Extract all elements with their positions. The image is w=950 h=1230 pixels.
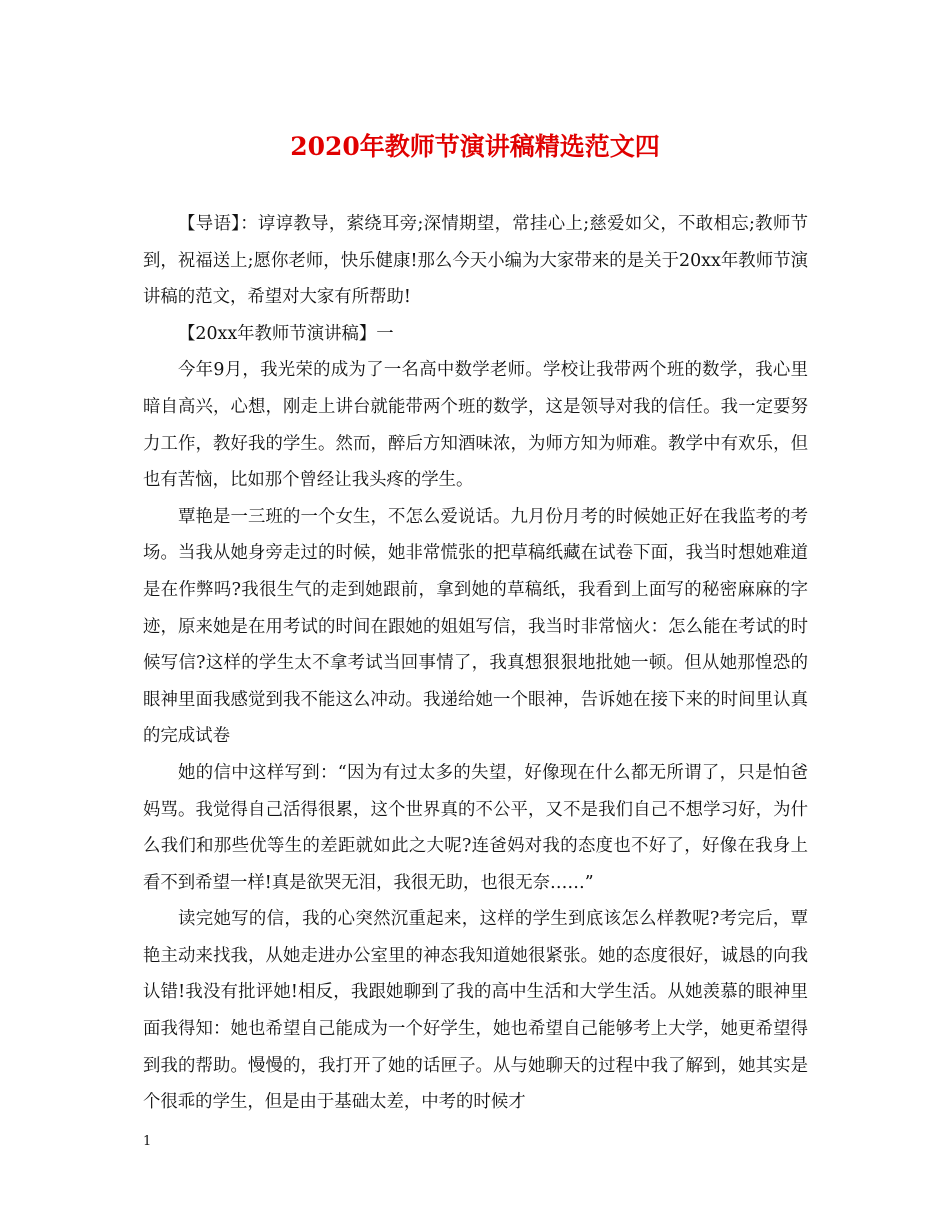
page-number: 1 xyxy=(143,1134,152,1149)
paragraph: 覃艳是一三班的一个女生，不怎么爱说话。九月份月考的时候她正好在我监考的考场。当我从她身旁走过的时候，她非常慌张的把草稿纸藏在试卷下面，我当时想她难道是在作弊吗?我很生气的走到她跟前，拿到她的草稿纸，我看到上面写的秘密麻麻的字迹，原来她是在用考试的时间在跟她的姐姐写信，我当时非常恼火：怎么能在考试的时候写信?这样的学生太不拿考试当回事情了，我真想狠狠地批她一顿。但从她那惶恐的眼神里面我感觉到我不能这么冲动。我递给她一个眼神，告诉她在接下来的时间里认真的完成试卷 xyxy=(143,506,808,747)
paragraph: 今年9月，我光荣的成为了一名高中数学老师。学校让我带两个班的数学，我心里暗自高兴，心想，刚走上讲台就能带两个班的数学，这是领导对我的信任。我一定要努力工作，教好我的学生。然而，醉后方知酒味浓，为师方知为师难。教学中有欢乐，但也有苦恼，比如那个曾经让我头疼的学生。 xyxy=(143,360,808,491)
document-body xyxy=(143,206,808,1121)
paragraph: 她的信中这样写到：“因为有过太多的失望，好像现在什么都无所谓了，只是怕爸妈骂。我觉得自己活得很累，这个世界真的不公平，又不是我们自己不想学习好，为什么我们和那些优等生的差距就如此之大呢?连爸妈对我的态度也不好了，好像在我身上看不到希望一样!真是欲哭无泪，我很无助，也很无奈……” xyxy=(143,762,808,893)
section-heading: 【20xx年教师节演讲稿】一 xyxy=(178,323,394,344)
document-title: 2020年教师节演讲稿精选范文四 xyxy=(290,132,660,161)
paragraph: 读完她写的信，我的心突然沉重起来，这样的学生到底该怎么样教呢?考完后，覃艳主动来找我，从她走进办公室里的神态我知道她很紧张。她的态度很好，诚恳的向我认错!我没有批评她!相反，我跟她聊到了我的高中生活和大学生活。从她羡慕的眼神里面我得知：她也希望自己能成为一个好学生，她也希望自己能够考上大学，她更希望得到我的帮助。慢慢的，我打开了她的话匣子。从与她聊天的过程中我了解到，她其实是个很乖的学生，但是由于基础太差，中考的时候才 xyxy=(143,909,808,1113)
paragraph-intro: 【导语】：谆谆教导，萦绕耳旁;深情期望，常挂心上;慈爱如父，不敢相忘;教师节到，祝福送上;愿你老师，快乐健康!那么今天小编为大家带来的是关于20xx年教师节演讲稿的范文，希望对大家有所帮助! xyxy=(143,214,808,308)
